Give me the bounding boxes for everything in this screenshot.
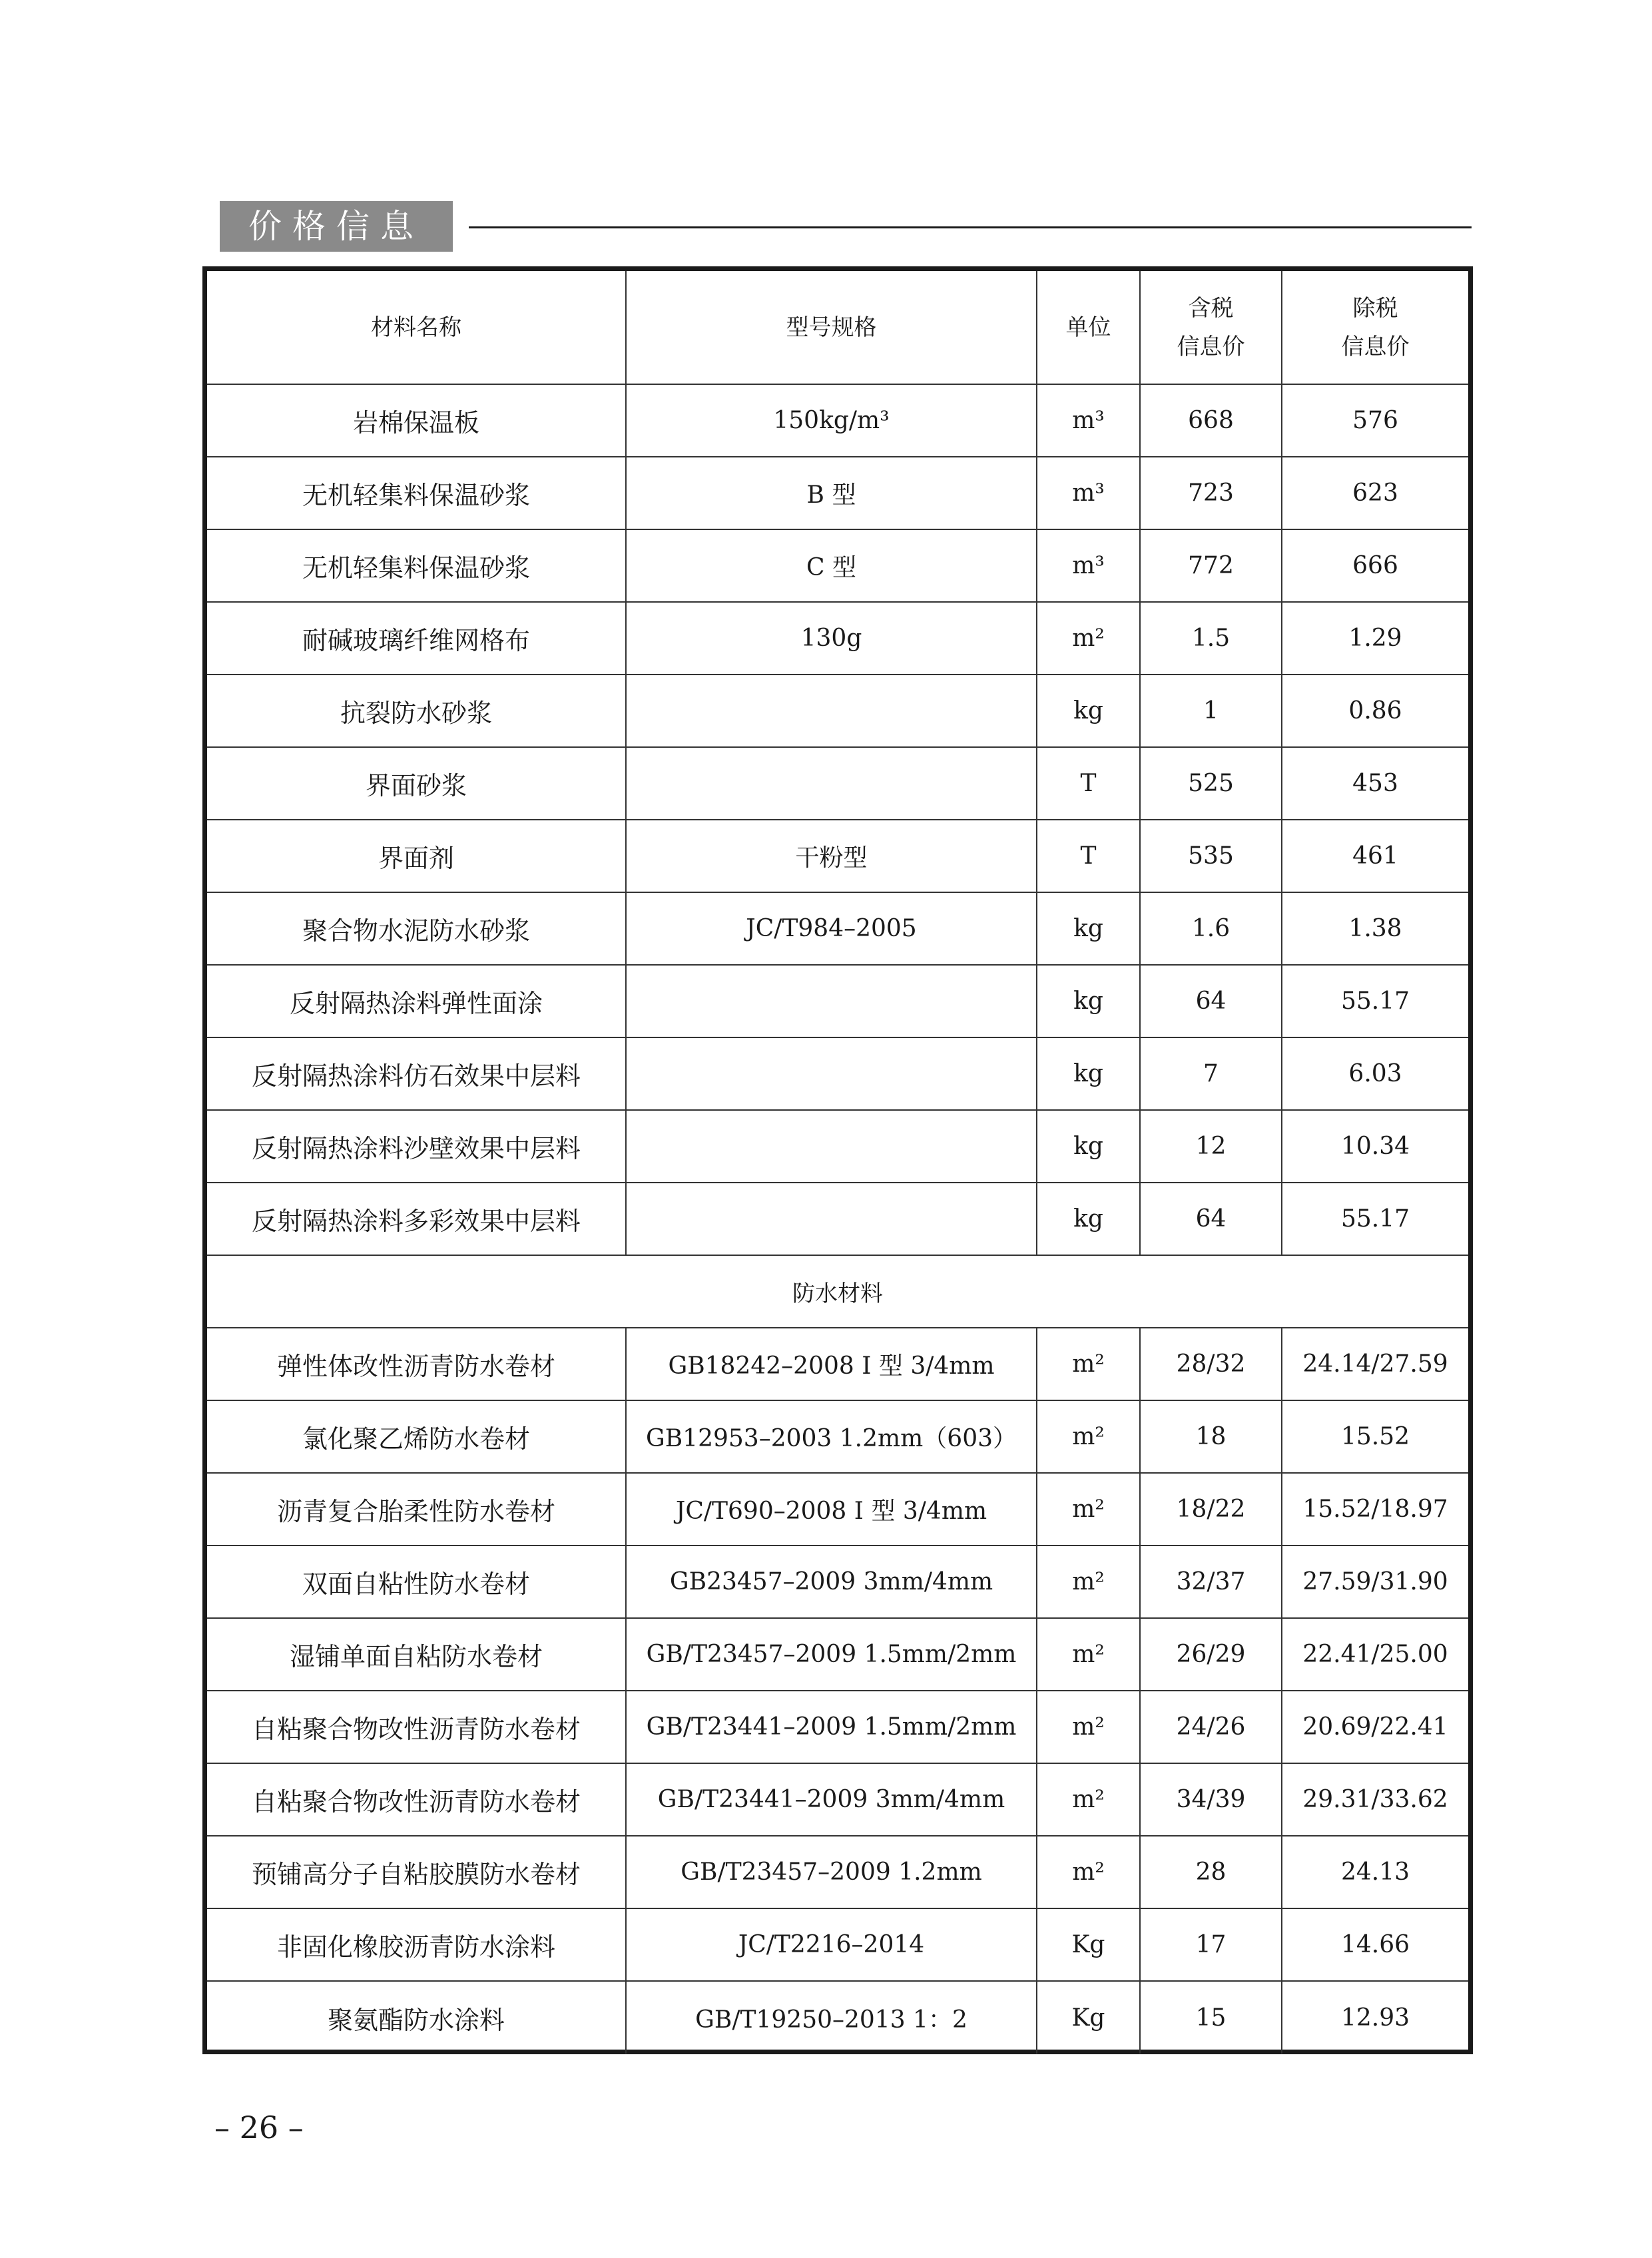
tax-inclusive-price-cell: 17 xyxy=(1140,1908,1282,1981)
unit-cell: m³ xyxy=(1037,457,1140,529)
tax-inclusive-price-cell: 28 xyxy=(1140,1836,1282,1908)
table-row xyxy=(207,457,1468,529)
tax-exclusive-price-cell: 15.52/18.97 xyxy=(1282,1473,1468,1546)
material-name-cell: 自粘聚合物改性沥青防水卷材 xyxy=(207,1691,626,1763)
spec-cell xyxy=(626,1037,1037,1110)
material-name-cell: 无机轻集料保温砂浆 xyxy=(207,457,626,529)
table-row xyxy=(207,1763,1468,1836)
material-name-cell: 反射隔热涂料多彩效果中层料 xyxy=(207,1183,626,1255)
material-name-cell: 聚合物水泥防水砂浆 xyxy=(207,892,626,965)
material-name-cell: 自粘聚合物改性沥青防水卷材 xyxy=(207,1763,626,1836)
tax-exclusive-price-cell: 453 xyxy=(1282,747,1468,820)
spec-cell: JC/T2216–2014 xyxy=(626,1908,1037,1981)
price-table-frame xyxy=(202,266,1473,2054)
material-name-cell: 抗裂防水砂浆 xyxy=(207,675,626,747)
tax-exclusive-price-cell: 22.41/25.00 xyxy=(1282,1618,1468,1691)
tax-exclusive-price-cell: 29.31/33.62 xyxy=(1282,1763,1468,1836)
column-header: 材料名称 xyxy=(207,271,626,384)
spec-cell xyxy=(626,675,1037,747)
spec-cell: 150kg/m³ xyxy=(626,384,1037,457)
unit-cell: T xyxy=(1037,747,1140,820)
column-header: 含税 信息价 xyxy=(1140,271,1282,384)
table-row xyxy=(207,1473,1468,1546)
unit-cell: m² xyxy=(1037,1836,1140,1908)
spec-cell: JC/T984–2005 xyxy=(626,892,1037,965)
tax-inclusive-price-cell: 1 xyxy=(1140,675,1282,747)
unit-cell: m² xyxy=(1037,1691,1140,1763)
unit-cell: m² xyxy=(1037,1400,1140,1473)
tax-inclusive-price-cell: 723 xyxy=(1140,457,1282,529)
column-header: 除税 信息价 xyxy=(1282,271,1468,384)
tax-exclusive-price-cell: 576 xyxy=(1282,384,1468,457)
tax-exclusive-price-cell: 12.93 xyxy=(1282,1981,1468,2054)
table-row xyxy=(207,1546,1468,1618)
tax-exclusive-price-cell: 15.52 xyxy=(1282,1400,1468,1473)
unit-cell: m² xyxy=(1037,1763,1140,1836)
table-row xyxy=(207,747,1468,820)
spec-cell: C 型 xyxy=(626,529,1037,602)
unit-cell: kg xyxy=(1037,965,1140,1037)
category-label: 防水材料 xyxy=(207,1255,1468,1328)
spec-cell: GB/T19250–2013 1：2 xyxy=(626,1981,1037,2054)
tax-inclusive-price-cell: 525 xyxy=(1140,747,1282,820)
spec-cell: GB/T23457–2009 1.2mm xyxy=(626,1836,1037,1908)
spec-cell: JC/T690–2008 Ⅰ 型 3/4mm xyxy=(626,1473,1037,1546)
page-number: – 26 – xyxy=(214,2110,304,2145)
material-name-cell: 界面砂浆 xyxy=(207,747,626,820)
tax-exclusive-price-cell: 623 xyxy=(1282,457,1468,529)
table-row xyxy=(207,384,1468,457)
unit-cell: m² xyxy=(1037,1546,1140,1618)
spec-cell: GB/T23441–2009 1.5mm/2mm xyxy=(626,1691,1037,1763)
tax-inclusive-price-cell: 64 xyxy=(1140,965,1282,1037)
table-row xyxy=(207,820,1468,892)
unit-cell: m³ xyxy=(1037,384,1140,457)
material-name-cell: 界面剂 xyxy=(207,820,626,892)
column-header: 单位 xyxy=(1037,271,1140,384)
table-header-row xyxy=(207,271,1468,384)
table-row xyxy=(207,1110,1468,1183)
unit-cell: kg xyxy=(1037,1037,1140,1110)
tax-exclusive-price-cell: 6.03 xyxy=(1282,1037,1468,1110)
unit-cell: m² xyxy=(1037,1618,1140,1691)
unit-cell: m³ xyxy=(1037,529,1140,602)
table-row xyxy=(207,602,1468,675)
tax-inclusive-price-cell: 668 xyxy=(1140,384,1282,457)
table-row xyxy=(207,892,1468,965)
tax-inclusive-price-cell: 12 xyxy=(1140,1110,1282,1183)
spec-cell: GB/T23441–2009 3mm/4mm xyxy=(626,1763,1037,1836)
unit-cell: T xyxy=(1037,820,1140,892)
unit-cell: kg xyxy=(1037,675,1140,747)
tax-exclusive-price-cell: 461 xyxy=(1282,820,1468,892)
tax-exclusive-price-cell: 0.86 xyxy=(1282,675,1468,747)
material-name-cell: 聚氨酯防水涂料 xyxy=(207,1981,626,2054)
tax-inclusive-price-cell: 64 xyxy=(1140,1183,1282,1255)
unit-cell: Kg xyxy=(1037,1908,1140,1981)
tax-exclusive-price-cell: 55.17 xyxy=(1282,1183,1468,1255)
category-row xyxy=(207,1255,1468,1328)
tax-exclusive-price-cell: 666 xyxy=(1282,529,1468,602)
spec-cell: 130g xyxy=(626,602,1037,675)
table-row xyxy=(207,1618,1468,1691)
unit-cell: m² xyxy=(1037,602,1140,675)
material-name-cell: 双面自粘性防水卷材 xyxy=(207,1546,626,1618)
tax-inclusive-price-cell: 772 xyxy=(1140,529,1282,602)
tax-inclusive-price-cell: 18 xyxy=(1140,1400,1282,1473)
table-body xyxy=(207,384,1468,2054)
tax-inclusive-price-cell: 32/37 xyxy=(1140,1546,1282,1618)
tax-inclusive-price-cell: 7 xyxy=(1140,1037,1282,1110)
tax-exclusive-price-cell: 24.13 xyxy=(1282,1836,1468,1908)
spec-cell: GB23457–2009 3mm/4mm xyxy=(626,1546,1037,1618)
spec-cell: B 型 xyxy=(626,457,1037,529)
material-name-cell: 反射隔热涂料沙壁效果中层料 xyxy=(207,1110,626,1183)
table-row xyxy=(207,965,1468,1037)
unit-cell: kg xyxy=(1037,892,1140,965)
table-row xyxy=(207,1037,1468,1110)
price-table xyxy=(207,271,1468,2054)
tax-inclusive-price-cell: 24/26 xyxy=(1140,1691,1282,1763)
spec-cell: GB/T23457–2009 1.5mm/2mm xyxy=(626,1618,1037,1691)
tax-exclusive-price-cell: 20.69/22.41 xyxy=(1282,1691,1468,1763)
material-name-cell: 岩棉保温板 xyxy=(207,384,626,457)
spec-cell: GB18242–2008 Ⅰ 型 3/4mm xyxy=(626,1328,1037,1400)
table-row xyxy=(207,1836,1468,1908)
spec-cell xyxy=(626,965,1037,1037)
tax-inclusive-price-cell: 28/32 xyxy=(1140,1328,1282,1400)
unit-cell: m² xyxy=(1037,1328,1140,1400)
unit-cell: kg xyxy=(1037,1183,1140,1255)
material-name-cell: 沥青复合胎柔性防水卷材 xyxy=(207,1473,626,1546)
tax-inclusive-price-cell: 18/22 xyxy=(1140,1473,1282,1546)
tax-exclusive-price-cell: 24.14/27.59 xyxy=(1282,1328,1468,1400)
spec-cell xyxy=(626,1110,1037,1183)
tax-inclusive-price-cell: 1.5 xyxy=(1140,602,1282,675)
tax-exclusive-price-cell: 10.34 xyxy=(1282,1110,1468,1183)
material-name-cell: 反射隔热涂料仿石效果中层料 xyxy=(207,1037,626,1110)
tax-exclusive-price-cell: 1.29 xyxy=(1282,602,1468,675)
material-name-cell: 非固化橡胶沥青防水涂料 xyxy=(207,1908,626,1981)
spec-cell: 干粉型 xyxy=(626,820,1037,892)
tax-exclusive-price-cell: 55.17 xyxy=(1282,965,1468,1037)
tax-inclusive-price-cell: 26/29 xyxy=(1140,1618,1282,1691)
material-name-cell: 湿铺单面自粘防水卷材 xyxy=(207,1618,626,1691)
spec-cell xyxy=(626,1183,1037,1255)
spec-cell: GB12953–2003 1.2mm（603） xyxy=(626,1400,1037,1473)
section-divider xyxy=(469,226,1472,228)
unit-cell: kg xyxy=(1037,1110,1140,1183)
tax-inclusive-price-cell: 15 xyxy=(1140,1981,1282,2054)
material-name-cell: 耐碱玻璃纤维网格布 xyxy=(207,602,626,675)
table-row xyxy=(207,1183,1468,1255)
table-row xyxy=(207,1981,1468,2054)
unit-cell: m² xyxy=(1037,1473,1140,1546)
material-name-cell: 无机轻集料保温砂浆 xyxy=(207,529,626,602)
spec-cell xyxy=(626,747,1037,820)
tax-exclusive-price-cell: 1.38 xyxy=(1282,892,1468,965)
material-name-cell: 预铺高分子自粘胶膜防水卷材 xyxy=(207,1836,626,1908)
table-row xyxy=(207,1908,1468,1981)
tax-inclusive-price-cell: 34/39 xyxy=(1140,1763,1282,1836)
table-row xyxy=(207,675,1468,747)
table-row xyxy=(207,1328,1468,1400)
column-header: 型号规格 xyxy=(626,271,1037,384)
material-name-cell: 反射隔热涂料弹性面涂 xyxy=(207,965,626,1037)
tax-inclusive-price-cell: 1.6 xyxy=(1140,892,1282,965)
table-row xyxy=(207,1691,1468,1763)
material-name-cell: 氯化聚乙烯防水卷材 xyxy=(207,1400,626,1473)
tax-exclusive-price-cell: 27.59/31.90 xyxy=(1282,1546,1468,1618)
unit-cell: Kg xyxy=(1037,1981,1140,2054)
table-row xyxy=(207,1400,1468,1473)
material-name-cell: 弹性体改性沥青防水卷材 xyxy=(207,1328,626,1400)
tax-exclusive-price-cell: 14.66 xyxy=(1282,1908,1468,1981)
table-row xyxy=(207,529,1468,602)
section-title: 价格信息 xyxy=(220,201,453,252)
tax-inclusive-price-cell: 535 xyxy=(1140,820,1282,892)
